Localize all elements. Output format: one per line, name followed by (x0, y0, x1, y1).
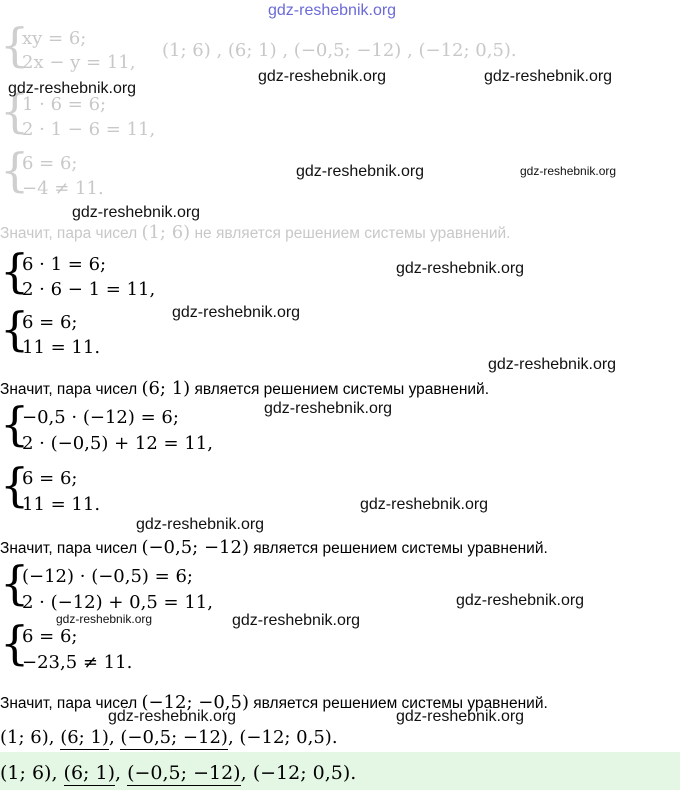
candidate-pairs: (1; 6) , (6; 1) , (−0,5; −12) , (−12; 0,5). (162, 40, 517, 61)
period: . (331, 727, 338, 748)
watermark: gdz-reshebnik.org (488, 356, 617, 373)
conclusion-text: является решением системы уравнений. (248, 540, 548, 557)
equation-line: 2x − y = 11, (22, 52, 136, 73)
substitution-system (0, 397, 260, 455)
watermark: gdz-reshebnik.org (396, 708, 525, 725)
pair-value: (1; 6) (141, 222, 191, 243)
equation-line: 11 = 11. (22, 494, 101, 515)
equation-line: 6 = 6; (22, 626, 78, 647)
conclusion-text: является решением системы уравнений. (190, 381, 490, 398)
equation-line: −23,5 ≠ 11. (22, 652, 133, 673)
watermark: gdz-reshebnik.org (56, 612, 153, 626)
left-brace-icon: { (0, 143, 30, 197)
left-brace-icon: { (0, 458, 30, 512)
equation-line: 6 = 6; (22, 468, 78, 489)
watermark: gdz-reshebnik.org (258, 68, 387, 85)
answer-pair: (−12; 0,5) (239, 727, 332, 748)
separator: , (108, 727, 121, 748)
watermark: gdz-reshebnik.org (520, 164, 617, 178)
left-brace-icon: { (0, 397, 30, 451)
equation-line: xy = 6; (22, 28, 87, 49)
system-equations (0, 18, 170, 76)
pair-value: (6; 1) (141, 378, 191, 399)
equation-line: 1 · 6 = 6; (22, 94, 107, 115)
watermark-top: gdz-reshebnik.org (268, 2, 397, 19)
separator: , (240, 762, 253, 784)
equation-line: −0,5 · (−12) = 6; (22, 407, 179, 428)
watermark: gdz-reshebnik.org (172, 304, 301, 321)
pair-value: (−12; −0,5) (141, 692, 249, 713)
watermark: gdz-reshebnik.org (396, 260, 525, 277)
answer-line (0, 727, 338, 749)
final-answer-line (0, 762, 356, 784)
left-brace-icon: { (0, 244, 30, 298)
equation-line: 6 = 6; (22, 312, 78, 333)
pair-value: (−0,5; −12) (141, 537, 249, 558)
result-system (0, 143, 200, 201)
watermark: gdz-reshebnik.org (296, 163, 425, 180)
equation-line: 11 = 11. (22, 337, 101, 358)
answer-pair: (1; 6) (0, 727, 49, 748)
equation-line: 6 · 1 = 6; (22, 254, 107, 275)
separator: , (227, 727, 240, 748)
watermark: gdz-reshebnik.org (72, 204, 201, 221)
watermark: gdz-reshebnik.org (232, 612, 361, 629)
left-brace-icon: { (0, 18, 30, 72)
result-system (0, 458, 200, 516)
period: . (350, 762, 357, 784)
equation-line: −4 ≠ 11. (22, 178, 104, 199)
separator: , (48, 727, 61, 748)
conclusion-line (0, 537, 548, 558)
watermark: gdz-reshebnik.org (108, 708, 237, 725)
watermark: gdz-reshebnik.org (8, 80, 137, 97)
conclusion-line (0, 378, 489, 399)
answer-pair-underlined: (−0,5; −12) (127, 762, 241, 784)
conclusion-text: Значит, пара чисел (0, 381, 142, 398)
watermark: gdz-reshebnik.org (264, 400, 393, 417)
substitution-system (0, 556, 260, 614)
answer-pair-underlined: (−0,5; −12) (120, 727, 228, 748)
watermark: gdz-reshebnik.org (360, 496, 489, 513)
left-brace-icon: { (0, 84, 30, 138)
watermark: gdz-reshebnik.org (484, 68, 613, 85)
conclusion-text: Значит, пара чисел (0, 540, 142, 557)
separator: , (51, 762, 64, 784)
separator: , (115, 762, 128, 784)
conclusion-line (0, 222, 511, 243)
conclusion-text: не является решением системы уравнений. (190, 225, 511, 242)
equation-line: 2 · (−12) + 0,5 = 11, (22, 592, 213, 613)
result-system (0, 302, 200, 360)
equation-line: 2 · 6 − 1 = 11, (22, 279, 156, 300)
answer-pair: (1; 6) (0, 762, 52, 784)
left-brace-icon: { (0, 556, 30, 610)
watermark: gdz-reshebnik.org (456, 592, 585, 609)
conclusion-text: Значит, пара чисел (0, 225, 142, 242)
watermark: gdz-reshebnik.org (136, 516, 265, 533)
conclusion-text: Значит, пара чисел (0, 695, 142, 712)
left-brace-icon: { (0, 302, 30, 356)
equation-line: 2 · 1 − 6 = 11, (22, 119, 156, 140)
answer-pair-underlined: (6; 1) (63, 762, 115, 784)
conclusion-text: является решением системы уравнений. (248, 695, 548, 712)
answer-pair: (−12; 0,5) (252, 762, 351, 784)
equation-line: 6 = 6; (22, 153, 78, 174)
equation-line: 2 · (−0,5) + 12 = 11, (22, 433, 213, 454)
left-brace-icon: { (0, 616, 30, 670)
equation-line: (−12) · (−0,5) = 6; (22, 566, 193, 587)
substitution-system (0, 244, 220, 302)
answer-pair-underlined: (6; 1) (60, 727, 109, 748)
